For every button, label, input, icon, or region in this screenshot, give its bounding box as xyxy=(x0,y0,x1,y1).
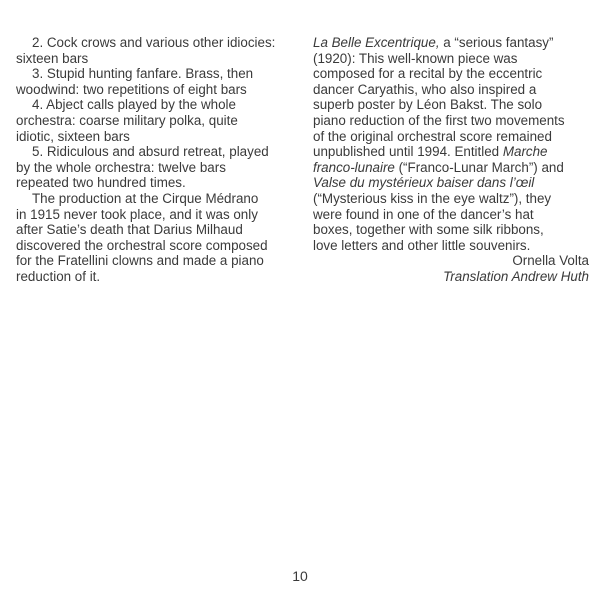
text-line: in 1915 never took place, and it was only xyxy=(16,206,258,222)
text-line: 4. Abject calls played by the whole xyxy=(32,97,236,113)
text-line: idiotic, sixteen bars xyxy=(16,128,130,144)
text-line: for the Fratellini clowns and made a piano xyxy=(16,253,264,269)
work-title: franco-lunaire xyxy=(313,159,395,175)
text-line: dancer Caryathis, who also inspired a xyxy=(313,81,537,97)
text-line: of the original orchestral score remained xyxy=(313,128,552,144)
right-column xyxy=(313,35,589,285)
text-line: 2. Cock crows and various other idiocies: xyxy=(32,35,276,50)
work-title: Valse du mystérieux baiser dans l’œil xyxy=(313,175,535,191)
text-line: woodwind: two repetitions of eight bars xyxy=(16,81,247,97)
text-line: 3. Stupid hunting fanfare. Brass, then xyxy=(32,66,254,82)
text-line: love letters and other little souvenirs. xyxy=(313,237,531,253)
work-title: Marche xyxy=(502,144,548,160)
text-line: unpublished until 1994. Entitled Marche xyxy=(313,144,548,160)
text-line: sixteen bars xyxy=(16,50,89,66)
text-line: reduction of it. xyxy=(16,268,101,284)
left-column xyxy=(16,35,298,285)
text-line xyxy=(313,175,589,191)
text-line: orchestra: coarse military polka, quite xyxy=(16,112,238,128)
text-line: after Satie’s death that Darius Milhaud xyxy=(16,222,243,238)
text-line: (“Mysterious kiss in the eye waltz”), they xyxy=(313,190,552,206)
author-signature: Ornella Volta xyxy=(512,253,589,269)
work-title: La Belle Excentrique, xyxy=(313,35,440,50)
text-line: franco-lunaire (“Franco-Lunar March”) and xyxy=(313,159,564,175)
translator-credit: Translation Andrew Huth xyxy=(443,268,589,284)
text-line: repeated two hundred times. xyxy=(16,175,186,191)
text-line: composed for a recital by the eccentric xyxy=(313,66,543,82)
text-line: (1920): This well-known piece was xyxy=(313,50,518,66)
text-line: The production at the Cirque Médrano xyxy=(32,190,259,206)
text-line: were found in one of the dancer’s hat xyxy=(313,206,534,222)
text-line: discovered the orchestral score composed xyxy=(16,237,268,253)
text-line: 5. Ridiculous and absurd retreat, played xyxy=(32,144,269,160)
text-line: La Belle Excentrique, a “serious fantasy” xyxy=(313,35,554,50)
text-line: boxes, together with some silk ribbons, xyxy=(313,222,544,238)
text-line: by the whole orchestra: twelve bars xyxy=(16,159,226,175)
text-line: piano reduction of the first two movements xyxy=(313,112,565,128)
text-line: superb poster by Léon Bakst. The solo xyxy=(313,97,543,113)
page-number: 10 xyxy=(292,568,308,584)
